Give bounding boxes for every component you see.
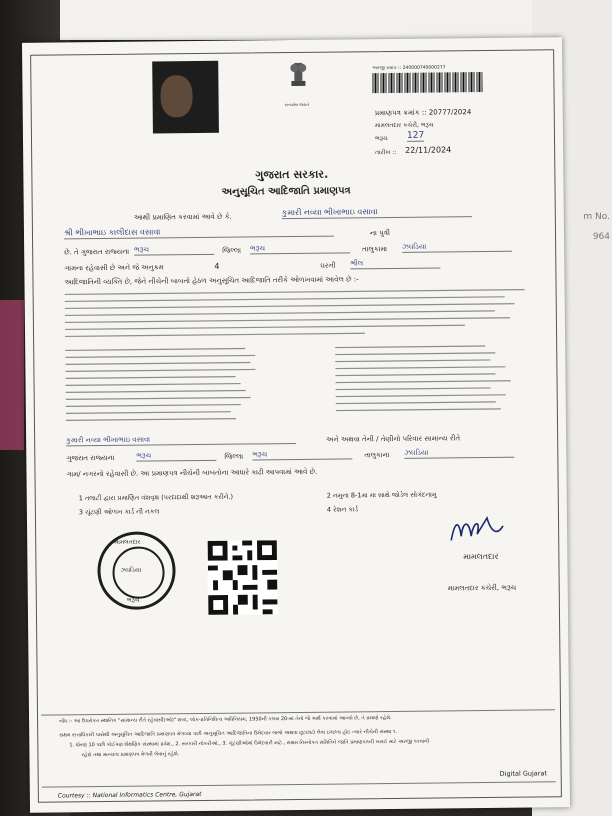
basis-item-3: 3 ચૂંટણી ઓળખ કાર્ડ ની નકલ bbox=[78, 507, 160, 517]
notes-item-2: રહેશે તથા માન્યતા પ્રમાણપત્ર મેળવી લેવાનું રહેશે. bbox=[81, 751, 180, 759]
qr-code bbox=[207, 540, 278, 615]
relation-text: ના પુત્રી bbox=[369, 229, 391, 238]
register-value: 127 bbox=[406, 130, 425, 141]
holder-name-repeat: કુમારી નવ્યા ભીખાભાઇ વસાવા bbox=[66, 434, 296, 446]
taluka-label-2: તાલુકાના bbox=[364, 451, 390, 460]
background-pink-object bbox=[0, 300, 24, 450]
margin-note-1: m No. bbox=[583, 212, 610, 222]
district-value: ભરૂચ bbox=[250, 243, 350, 254]
margin-note-2: 964 bbox=[592, 232, 610, 242]
seal-middle-text: ઝઘડિયા bbox=[120, 566, 142, 574]
issuing-office: મામલતદાર કચેરી, ભરૂચ bbox=[374, 121, 434, 130]
residence-sentence: ગામ/ નગરનો રહેવાસી છે. આ પ્રમાણપત્ર નીચેની બાબતોના આધારે કાઢી આપવામાં આવે છે. bbox=[66, 467, 318, 479]
state-label: છે. તે ગુજરાત રાજ્યના bbox=[64, 247, 130, 257]
official-seal bbox=[97, 531, 176, 610]
basis-item-2: 2 નમુના 8-1મા મા સાથે જોડેલ સોગંદનામુ bbox=[326, 490, 437, 500]
signatory-office: મામલતદાર કચેરી, ભરૂચ bbox=[447, 583, 517, 593]
caste-value: ભીલ bbox=[350, 258, 440, 269]
application-number: અરજી ક્રમાંક :: 240000740000277 bbox=[372, 65, 446, 72]
issue-date: 22/11/2024 bbox=[405, 145, 452, 155]
certificate-paper bbox=[22, 37, 570, 813]
seal-bottom-text: ભરૂચ bbox=[126, 596, 140, 604]
taluka-value: ભરૂચ bbox=[134, 245, 214, 256]
courtesy-text: Courtesy :: National Informatics Centre, Gujarat bbox=[57, 791, 202, 800]
certificate-number: પ્રમાણપત્ર ક્રમાંક :: 20777/2024 bbox=[374, 108, 472, 118]
notes-item-1: 1. ધોરણ 10 પછી કોઈપણ શૈક્ષણિક સંસ્થામાં પ્રવેશ., 2. સરકારી નોકરીઓ., 3. ચૂંટણીઓમાં ઉમેદવારી માટે., સક્ષમ નિમ્નોક્ત સમિતિને જાતિ પ્રમાણપત્રની ખરાઈ માટે અરજી કરવાની bbox=[69, 738, 430, 749]
seal-top-text: મામલતદાર bbox=[114, 538, 141, 546]
scheduled-tribes-orders-list bbox=[65, 285, 536, 430]
father-name: શ્રી ભીખાભાઇ કાલીદાસ વસાવા bbox=[64, 226, 334, 240]
state-emblem-icon bbox=[285, 60, 311, 100]
applicant-photo bbox=[152, 61, 219, 134]
district-value-2: ભરૂચ bbox=[252, 449, 352, 460]
signature bbox=[447, 512, 507, 549]
barcode bbox=[372, 72, 482, 93]
digital-gujarat-brand: Digital Gujarat bbox=[499, 769, 548, 778]
background-top-paper bbox=[60, 0, 540, 40]
basis-item-1: 1 તલાટી દ્વારા પ્રમાણિત વંશવૃક્ષ (પરદાદાથી શરૂઆત કરીને.) bbox=[78, 492, 234, 503]
serial-number: 4 bbox=[214, 261, 220, 271]
tribe-sentence: આદિજાતિની વ્યક્તિ છે, જેને નીચેની બાબતો હેઠળ અનુસૂચિત આદિજાતિ તરીકે ઓળખવામાં આવેલ છે :- bbox=[64, 275, 359, 287]
district-label-2: જિલ્લા bbox=[224, 452, 244, 461]
state-label-2: ગુજરાત રાજ્યના bbox=[66, 453, 115, 463]
intro-text: આથી પ્રમાણિત કરવામાં આવે છે કે. bbox=[133, 212, 232, 222]
basis-item-4: 4 રેશન કાર્ડ bbox=[326, 505, 359, 514]
date-label: તારીખ :: bbox=[375, 148, 397, 157]
emblem-caption: સત્યમેવ જયતે bbox=[284, 101, 310, 108]
village-value-2: ઝઘડિયા bbox=[404, 448, 514, 459]
notes-paragraph: સક્ષમ સત્તાધિકારી પાસેથી અનુસૂચિત આદિજાતિ પ્રમાણપત્ર મેળવ્યા પછી અનુસૂચિત આદિજાતિના ઉમેદવાર લાભો અથવા છૂટછાટો લેવા ઇચ્છતા હોઇ ત્યારે નીચેની સંસ્થા ૧. bbox=[59, 728, 397, 739]
signatory-title: મામલતદાર bbox=[463, 551, 499, 562]
register-label: ભરૂચ bbox=[374, 135, 388, 143]
taluka-value-2: ભરૂચ bbox=[136, 451, 216, 462]
community-label: ગામના રહેવાસી છે અને જે અનુક્રમ bbox=[64, 263, 164, 273]
taluka-label: તાલુકામા bbox=[362, 245, 388, 254]
holder-name: કુમારી નવ્યા ભીખાભાઇ વસાવા bbox=[282, 206, 472, 219]
family-note: અને અથવા તેની / તેણીનો પરિવાર સામાન્ય રીતે bbox=[326, 434, 461, 444]
government-title: ગુજરાત સરકાર. bbox=[255, 167, 329, 182]
certificate-title: અનુસૂચિત આદિજાતિ પ્રમાણપત્ર bbox=[221, 185, 351, 198]
village-value: ઝઘડિયા bbox=[402, 242, 512, 253]
note-text: નોંધ :- આ ઉપરોક્ત સ્થાનિક "સામાન્ય રીતે રહેવાસી(ઓ)" શબ્દ, લોક-પ્રતિનિધિત્વ અધિનિયમ, 1950ની કલમ 20-માં તેનો જે અર્થ કરવામાં આવ્યો છે, તે પ્રમાણે રહેશે. bbox=[59, 715, 392, 725]
district-label: જિલ્લા bbox=[222, 246, 242, 255]
caste-label: ઘરની bbox=[320, 261, 336, 270]
